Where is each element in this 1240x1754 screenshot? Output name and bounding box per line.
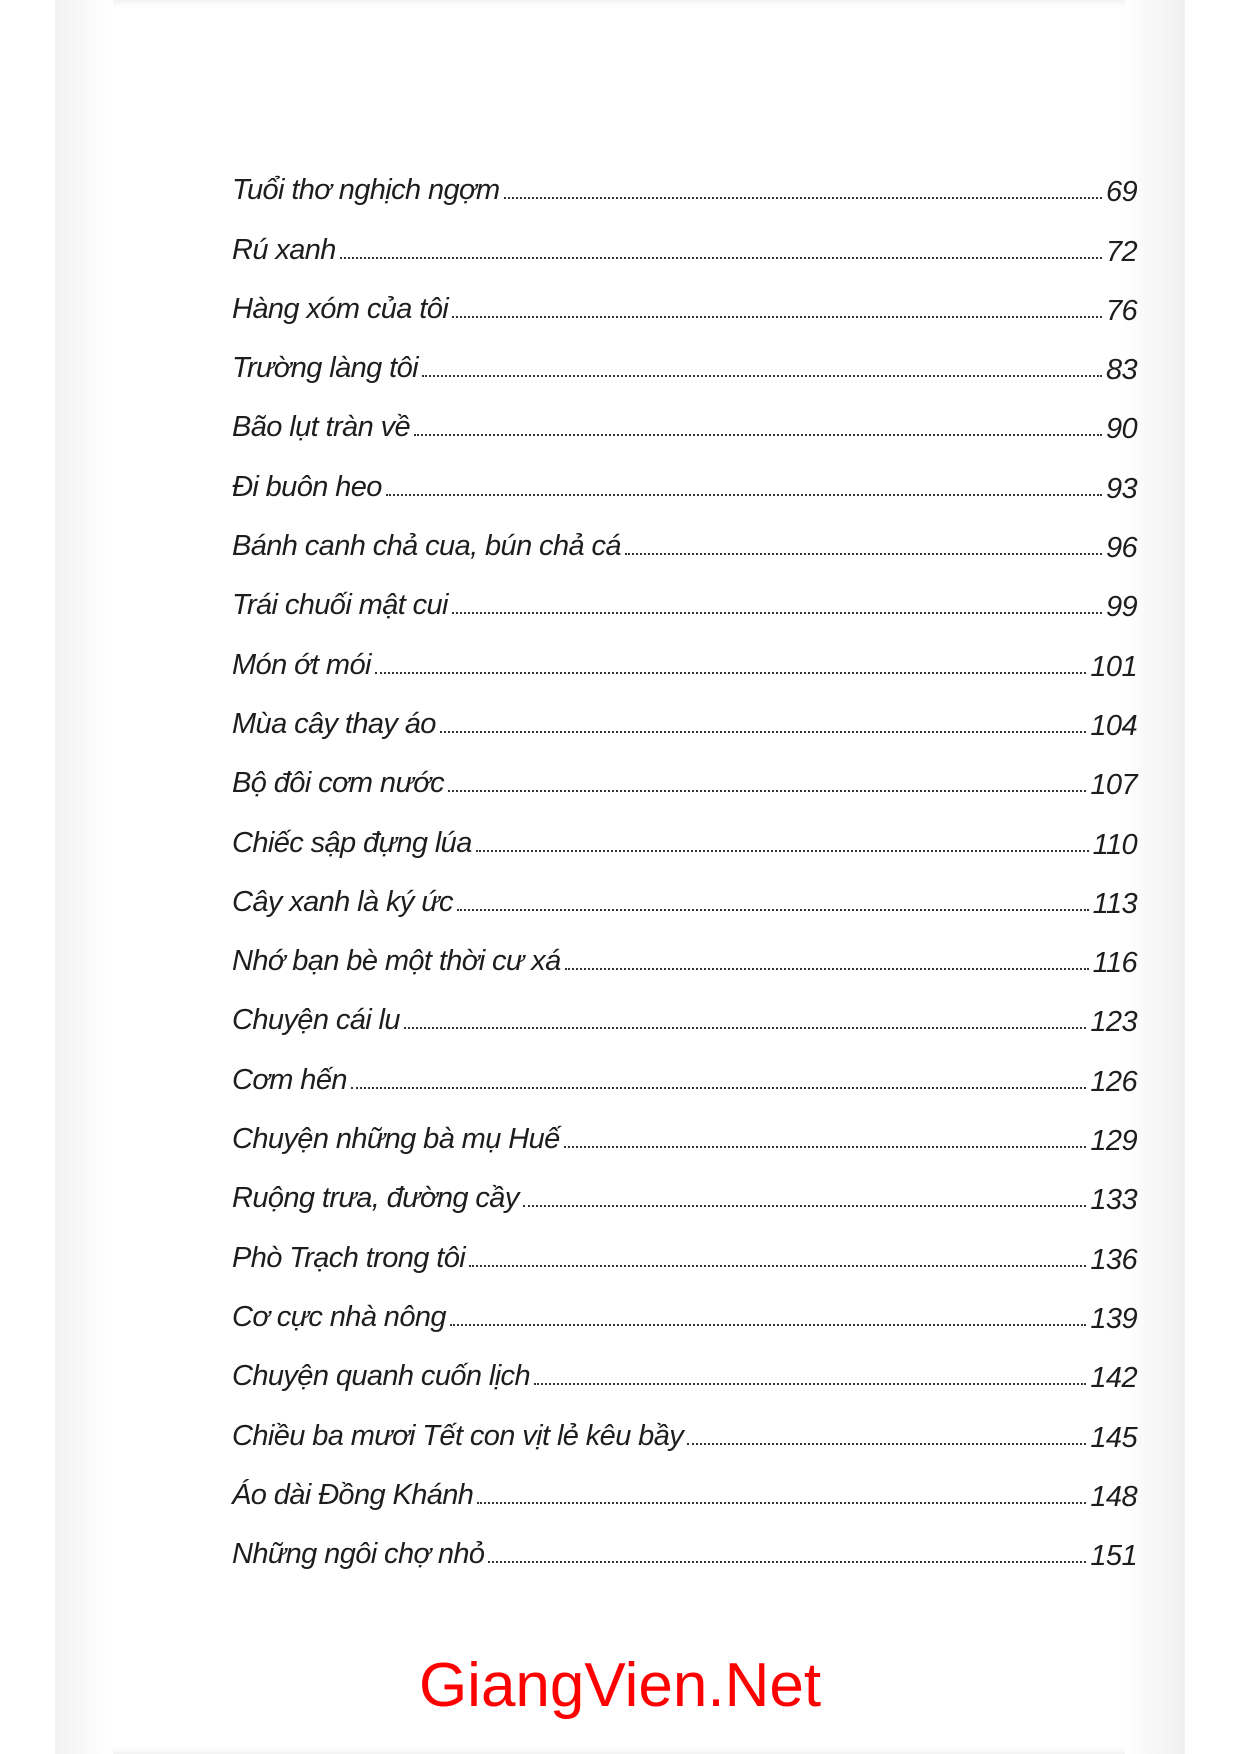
toc-dot-leader [404,1027,1086,1029]
toc-entry-title: Trường làng tôi [232,352,418,385]
toc-dot-leader [488,1561,1086,1563]
toc-entry-title: Bão lụt tràn về [232,411,410,444]
toc-entry-title: Cây xanh là ký ức [232,885,453,918]
toc-entry [232,980,1137,1039]
toc-entry-page: 113 [1092,887,1137,920]
toc-entry-page: 93 [1105,472,1137,505]
toc-dot-leader [440,731,1087,733]
toc-entry [232,1099,1137,1158]
toc-dot-leader [687,1443,1086,1445]
toc-entry-page: 142 [1090,1362,1137,1395]
toc-entry-page: 148 [1090,1480,1137,1513]
toc-entry-title: Chuyện cái lu [232,1004,400,1037]
toc-dot-leader [386,494,1102,496]
toc-entry [232,565,1137,624]
watermark-text: GiangVien.Net [418,1651,822,1720]
toc-entry-title: Cơ cực nhà nông [232,1300,446,1333]
toc-entry [232,328,1137,387]
toc-entry-page: 139 [1090,1302,1137,1335]
toc-entry-title: Mùa cây thay áo [232,707,436,740]
toc-dot-leader [534,1383,1086,1385]
toc-entry [232,1039,1137,1098]
toc-entry-page: 116 [1092,947,1137,980]
toc-dot-leader [523,1205,1087,1207]
toc-dot-leader [564,1146,1087,1148]
toc-entry-title: Chiều ba mươi Tết con vịt lẻ kêu bầy [232,1419,684,1452]
toc-entry-title: Nhớ bạn bè một thời cư xá [232,945,561,978]
toc-entry-title: Rú xanh [232,233,336,266]
toc-entry [232,209,1137,268]
toc-entry [232,506,1137,565]
toc-entry [232,624,1137,683]
toc-entry-page: 129 [1090,1125,1137,1158]
toc-entry [232,1514,1137,1573]
toc-entry-page: 107 [1090,769,1137,802]
toc-entry-title: Bánh canh chả cua, bún chả cá [232,530,621,563]
toc-entry-title: Ruộng trưa, đường cầy [232,1182,519,1215]
toc-dot-leader [448,790,1086,792]
toc-dot-leader [452,316,1102,318]
toc-dot-leader [476,850,1089,852]
toc-entry-page: 145 [1090,1421,1137,1454]
toc-dot-leader [422,375,1102,377]
toc-entry [232,446,1137,505]
toc-entry-page: 90 [1105,413,1137,446]
page-left-edge-shadow [55,0,113,1754]
toc-entry-page: 96 [1105,532,1137,565]
toc-entry-page: 76 [1105,294,1137,327]
toc-entry [232,1455,1137,1514]
toc-entry-title: Tuổi thơ nghịch ngợm [232,174,500,207]
toc-entry-title: Phò Trạch trong tôi [232,1241,466,1274]
toc-entry-page: 126 [1090,1065,1137,1098]
toc-dot-leader [375,672,1087,674]
toc-entry-title: Chuyện quanh cuốn lịch [232,1360,530,1393]
toc-dot-leader [477,1502,1086,1504]
toc-entry [232,1395,1137,1454]
toc-entry [232,150,1137,209]
toc-entry [232,1158,1137,1217]
toc-dot-leader [469,1265,1086,1267]
toc-entry-title: Chuyện những bà mụ Huế [232,1123,560,1156]
toc-entry [232,269,1137,328]
toc-entry-title: Hàng xóm của tôi [232,292,449,325]
toc-entry [232,1277,1137,1336]
toc-entry [232,862,1137,921]
toc-dot-leader [450,1324,1086,1326]
toc-entry-title: Chiếc sập đựng lúa [232,826,472,859]
toc-dot-leader [351,1087,1087,1089]
toc-entry-title: Những ngôi chợ nhỏ [232,1538,485,1571]
toc-entry-page: 110 [1092,828,1137,861]
toc-entry-page: 104 [1090,709,1137,742]
toc-entry-title: Món ớt mói [232,648,371,681]
toc-entry-page: 136 [1090,1243,1137,1276]
toc-entry-page: 123 [1090,1006,1137,1039]
toc-entry-title: Cơm hến [232,1063,347,1096]
toc-dot-leader [504,197,1102,199]
toc-entry [232,921,1137,980]
toc-entry [232,743,1137,802]
toc-dot-leader [625,553,1102,555]
toc-entry-page: 72 [1105,235,1137,268]
toc-entry-page: 99 [1105,591,1137,624]
toc-entry-title: Áo dài Đồng Khánh [232,1478,474,1511]
toc-entry-title: Đi buôn heo [232,470,382,503]
toc-entry-page: 133 [1090,1184,1137,1217]
toc-entry [232,684,1137,743]
toc-dot-leader [414,434,1102,436]
toc-dot-leader [340,257,1102,259]
table-of-contents [232,150,1137,1573]
toc-entry-title: Trái chuối mật cui [232,589,448,622]
toc-dot-leader [452,612,1102,614]
toc-dot-leader [457,909,1089,911]
toc-entry-page: 101 [1090,650,1137,683]
toc-entry [232,1217,1137,1276]
toc-entry [232,387,1137,446]
toc-dot-leader [565,968,1089,970]
toc-entry [232,1336,1137,1395]
toc-entry-page: 83 [1105,354,1137,387]
toc-entry-page: 151 [1090,1540,1137,1573]
toc-entry [232,802,1137,861]
toc-entry-title: Bộ đôi cơm nước [232,767,445,800]
toc-entry-page: 69 [1105,176,1137,209]
